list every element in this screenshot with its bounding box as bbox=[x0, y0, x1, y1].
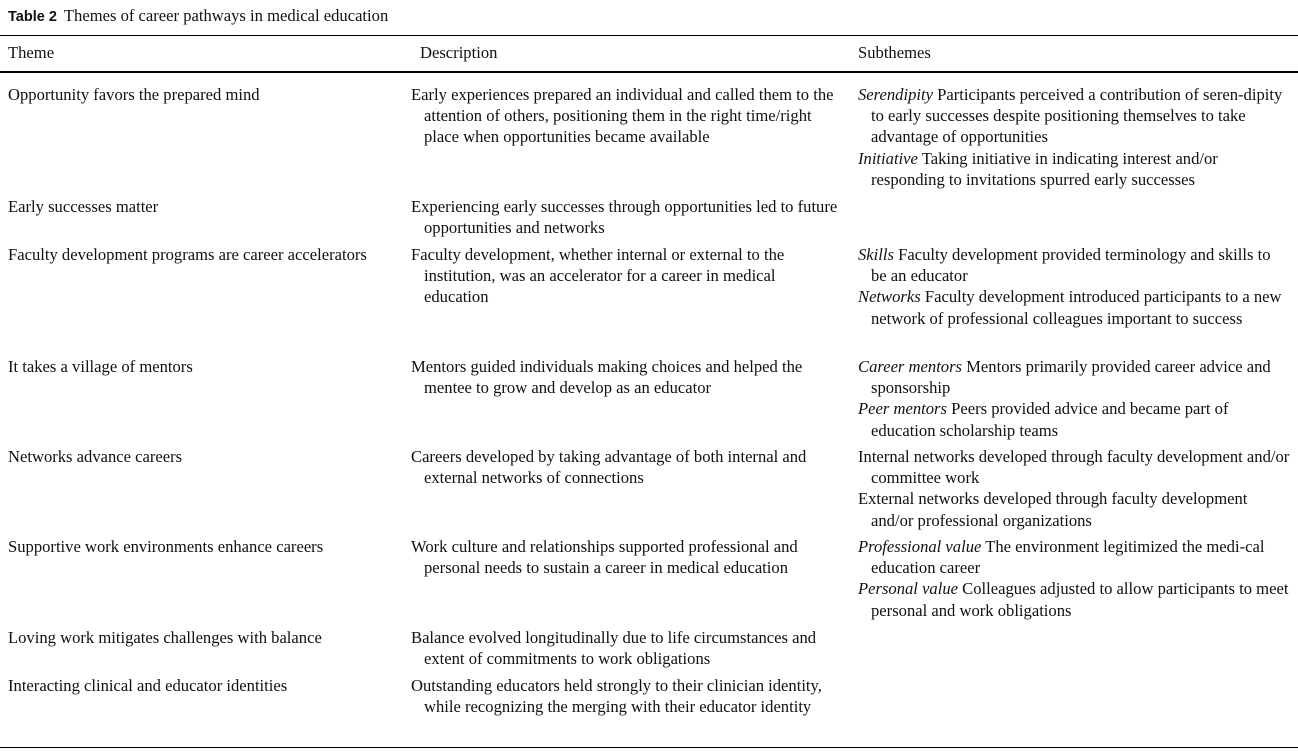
header-rule bbox=[0, 71, 1298, 73]
subtheme-text: Peers provided advice and became part of education scholarship teams bbox=[871, 399, 1229, 440]
theme-cell: It takes a village of mentors bbox=[8, 357, 193, 376]
subtheme-text: Faculty development introduced participants to a new network of professional colleagues important to success bbox=[871, 287, 1282, 328]
subtheme-text: The environment legitimized the medi-cal education career bbox=[871, 537, 1265, 578]
subthemes-cell bbox=[850, 536, 1298, 627]
theme-cell: Loving work mitigates challenges with balance bbox=[8, 628, 322, 647]
theme-cell: Faculty development programs are career accelerators bbox=[8, 245, 367, 264]
subtheme-term: Personal value bbox=[858, 579, 959, 599]
theme-cell: Interacting clinical and educator identities bbox=[8, 676, 288, 695]
top-rule bbox=[0, 35, 1298, 36]
description-cell: Careers developed by taking advantage of both internal and external networks of connections bbox=[411, 447, 807, 488]
header-subthemes: Subthemes bbox=[858, 43, 931, 62]
table-row bbox=[0, 356, 1298, 446]
table-row bbox=[0, 446, 1298, 536]
subtheme bbox=[858, 398, 1290, 440]
subtheme bbox=[858, 356, 1290, 398]
subtheme bbox=[858, 578, 1290, 620]
theme-cell: Supportive work environments enhance careers bbox=[8, 537, 324, 556]
table-header bbox=[0, 42, 1298, 64]
subtheme-term: Networks bbox=[858, 287, 921, 307]
subtheme-term: Peer mentors bbox=[858, 399, 947, 419]
header-theme: Theme bbox=[8, 43, 55, 62]
description-cell: Mentors guided individuals making choices and helped the mentee to grow and develop as an educator bbox=[411, 357, 803, 398]
description-cell: Balance evolved longitudinally due to life circumstances and extent of commitments to work obligations bbox=[411, 628, 817, 669]
subtheme-text: Mentors primarily provided career advice and sponsorship bbox=[871, 357, 1271, 398]
subtheme-term: Serendipity bbox=[858, 85, 933, 104]
description-cell: Outstanding educators held strongly to their clinician identity, while recognizing the merging with their educator identity bbox=[411, 676, 822, 717]
bottom-rule bbox=[0, 747, 1298, 748]
header-description: Description bbox=[420, 43, 498, 62]
subtheme-text: Taking initiative in indicating interest and/or responding to invitations spurred early successes bbox=[871, 148, 1218, 189]
subtheme bbox=[858, 488, 1290, 530]
subtheme bbox=[858, 536, 1290, 578]
table-row bbox=[0, 196, 1298, 244]
theme-cell: Networks advance careers bbox=[8, 447, 183, 466]
table-body bbox=[0, 84, 1298, 741]
subtheme bbox=[858, 84, 1290, 148]
subthemes-cell bbox=[850, 446, 1298, 536]
subthemes-cell bbox=[850, 244, 1298, 356]
subtheme-term: Career mentors bbox=[858, 357, 963, 376]
theme-cell: Early successes matter bbox=[8, 197, 159, 216]
subthemes-cell bbox=[850, 356, 1298, 446]
table-row bbox=[0, 84, 1298, 196]
table-title: Themes of career pathways in medical education bbox=[63, 6, 389, 25]
subtheme-text: External networks developed through faculty development and/or professional organizations bbox=[858, 489, 1248, 530]
description-cell: Early experiences prepared an individual and called them to the attention of others, positioning them in the right time/right place when opportunities became available bbox=[411, 85, 834, 147]
subtheme bbox=[858, 286, 1290, 328]
subthemes-cell bbox=[850, 675, 1298, 741]
subtheme bbox=[858, 446, 1290, 488]
table-row bbox=[0, 675, 1298, 741]
subtheme-term: Initiative bbox=[858, 148, 918, 168]
table-row bbox=[0, 536, 1298, 627]
subthemes-cell bbox=[850, 627, 1298, 675]
description-cell: Work culture and relationships supported professional and personal needs to sustain a career in medical education bbox=[411, 537, 798, 578]
subtheme bbox=[858, 148, 1290, 190]
description-cell: Faculty development, whether internal or external to the institution, was an accelerator for a career in medical education bbox=[411, 245, 785, 307]
subtheme bbox=[858, 244, 1290, 286]
table-label: Table 2 bbox=[8, 9, 57, 25]
description-cell: Experiencing early successes through opportunities led to future opportunities and networks bbox=[411, 197, 838, 238]
subthemes-cell bbox=[850, 84, 1298, 196]
subtheme-text: Participants perceived a contribution of seren-dipity to early successes despite positioning themselves to take advantage of opportunities bbox=[871, 85, 1283, 147]
subtheme-text: Colleagues adjusted to allow participants to meet personal and work obligations bbox=[871, 579, 1289, 620]
theme-cell: Opportunity favors the prepared mind bbox=[8, 85, 260, 104]
subtheme-term: Skills bbox=[858, 245, 894, 264]
table-row bbox=[0, 244, 1298, 356]
subtheme-term: Professional value bbox=[858, 537, 982, 556]
subthemes-cell bbox=[850, 196, 1298, 244]
subtheme-text: Internal networks developed through faculty development and/or committee work bbox=[858, 447, 1290, 488]
table-row bbox=[0, 627, 1298, 675]
subtheme-text: Faculty development provided terminology and skills to be an educator bbox=[871, 245, 1271, 286]
table-caption bbox=[8, 5, 388, 28]
